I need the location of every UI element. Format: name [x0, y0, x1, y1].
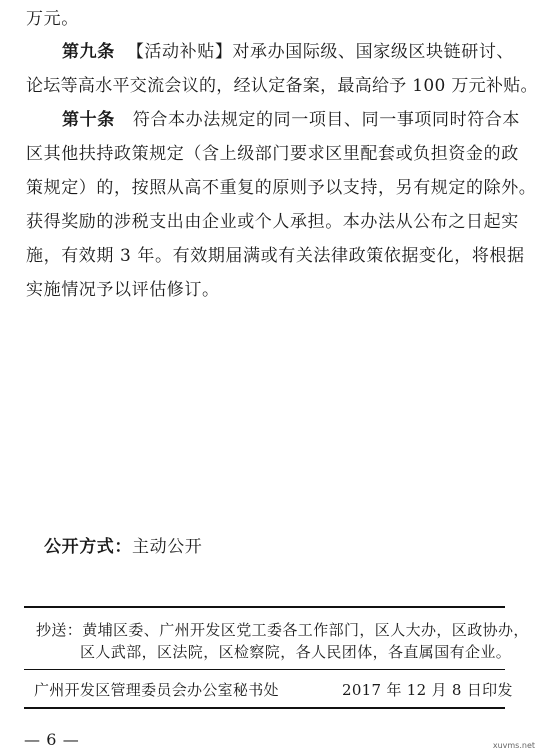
footer-date: 2017 年 12 月 8 日印发	[342, 681, 513, 699]
article-10-text-1: 符合本办法规定的同一项目、同一事项同时符合本	[132, 110, 521, 130]
distribution-top-rule	[24, 606, 505, 608]
watermark: xuvms.net	[492, 741, 535, 750]
article-10-title: 第十条	[62, 110, 115, 130]
distribution-line-2: 区人武部，区法院，区检察院，各人民团体，各直属国有企业。	[80, 643, 512, 661]
article-10-line-1	[62, 110, 520, 130]
disclosure-label: 公开方式：	[44, 537, 132, 557]
body-line-0: 万元。	[26, 9, 79, 29]
article-10-line-5: 施，有效期 3 年。有效期届满或有关法律政策依据变化，将根据	[26, 246, 525, 266]
page-number: — 6 —	[24, 730, 80, 749]
article-10-line-6: 实施情况予以评估修订。	[26, 280, 220, 300]
distribution-line-1: 抄送：黄埔区委、广州开发区党工委各工作部门，区人大办，区政协办，	[36, 621, 529, 639]
article-9-text-1: 【活动补贴】对承办国际级、国家级区块链研讨、	[126, 42, 515, 62]
article-10-line-2: 区其他扶持政策规定（含上级部门要求区里配套或负担资金的政	[26, 144, 519, 164]
article-10-line-4: 获得奖励的涉税支出由企业或个人承担。本办法从公布之日起实	[26, 212, 519, 232]
footer-issuer: 广州开发区管理委员会办公室秘书处	[34, 681, 279, 699]
footer-bottom-rule	[24, 707, 505, 709]
distribution-bottom-rule	[24, 669, 505, 670]
article-9-line-2: 论坛等高水平交流会议的，经认定备案，最高给予 100 万元补贴。	[26, 76, 538, 96]
disclosure-value: 主动公开	[132, 537, 203, 557]
disclosure-line	[44, 537, 202, 557]
article-10-line-3: 策规定）的，按照从高不重复的原则予以支持，另有规定的除外。	[26, 178, 537, 198]
article-9-line-1	[62, 42, 514, 62]
article-9-title: 第九条	[62, 42, 115, 62]
